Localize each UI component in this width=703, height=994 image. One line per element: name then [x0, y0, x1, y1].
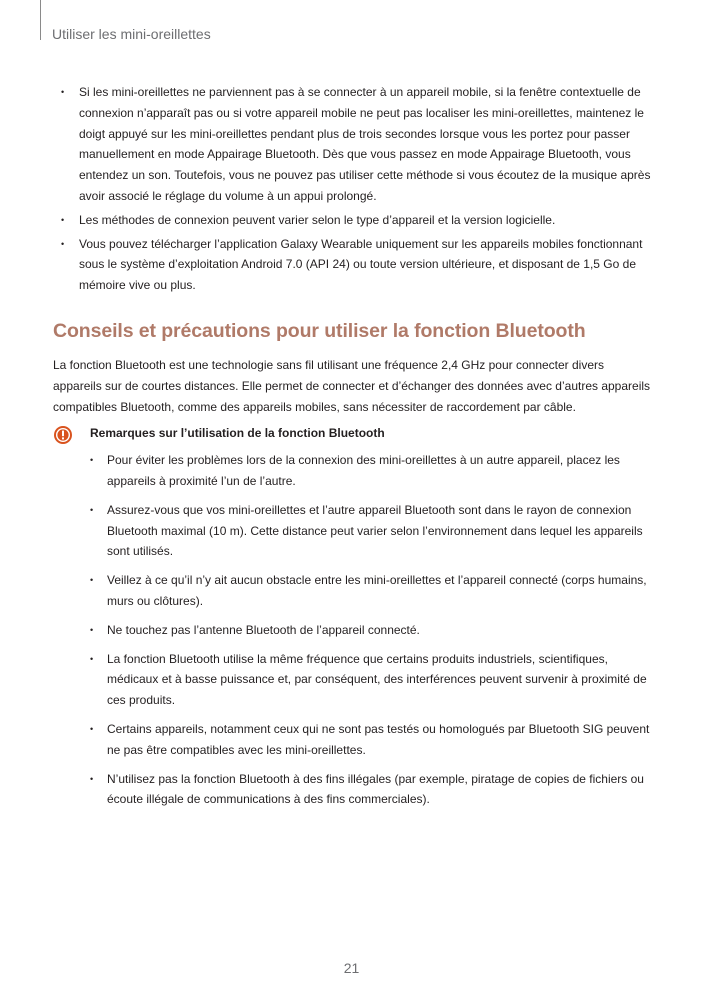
caution-icon	[53, 425, 73, 445]
page-number: 21	[343, 960, 360, 976]
note-title: Remarques sur l’utilisation de la fonction Bluetooth	[90, 426, 385, 441]
caution-note	[53, 423, 653, 810]
list-item: • Si les mini-oreillettes ne parviennent pas à se connecter à un appareil mobile, si la fenêtre contextuelle de connexion n’apparaît pas ou si votre appareil mobile ne peut pas localiser les mini-oreillettes, maintenez le doigt appuyé sur les mini-oreillettes pendant plus de trois secondes lorsque vous les portez pour passer manuellement en mode Appairage Bluetooth. Dès que vous passez en mode Appairage Bluetooth, vous entendez un son. Toutefois, vous ne pouvez pas utiliser cette méthode si vous écoutez de la musique après avoir associé le réglage du volume à un appui prolongé.	[53, 82, 653, 207]
section-intro: La fonction Bluetooth est une technologie sans fil utilisant une fréquence 2,4 GHz pour connecter divers appareils sur de courtes distances. Elle permet de connecter et d’échanger des données avec d’autres appareils compatibles Bluetooth, comme des appareils mobiles, sans nécessiter de raccordement par câble.	[53, 357, 651, 414]
list-item: • Certains appareils, notamment ceux qui ne sont pas testés ou homologués par Bluetooth SIG peuvent ne pas être compatibles avec les mini-oreillettes.	[90, 719, 653, 761]
section-title: Conseils et précautions pour utiliser la fonction Bluetooth	[53, 319, 586, 342]
header-rule	[40, 0, 41, 40]
list-item: • La fonction Bluetooth utilise la même fréquence que certains produits industriels, scientifiques, médicaux et à basse puissance et, par conséquent, des interférences peuvent survenir à proximité de ces produits.	[90, 649, 653, 711]
page-header: Utiliser les mini-oreillettes	[52, 26, 211, 42]
list-item: • N’utilisez pas la fonction Bluetooth à des fins illégales (par exemple, piratage de copies de fichiers ou écoute illégale de communications à des fins commerciales).	[90, 769, 653, 811]
note-bullet-list	[90, 450, 653, 810]
list-item: • Assurez-vous que vos mini-oreillettes et l’autre appareil Bluetooth sont dans le rayon de connexion Bluetooth maximal (10 m). Cette distance peut varier selon l’environnement dans lequel les appareils sont utilisés.	[90, 500, 653, 562]
page-content	[53, 82, 653, 818]
list-item: • Pour éviter les problèmes lors de la connexion des mini-oreillettes à un autre appareil, placez les appareils à proximité l’un de l’autre.	[90, 450, 653, 492]
list-item: • Les méthodes de connexion peuvent varier selon le type d’appareil et la version logicielle.	[53, 210, 653, 231]
intro-bullet-list	[53, 82, 653, 296]
list-item: • Veillez à ce qu’il n’y ait aucun obstacle entre les mini-oreillettes et l’appareil connecté (corps humains, murs ou clôtures).	[90, 570, 653, 612]
list-item: • Ne touchez pas l’antenne Bluetooth de l’appareil connecté.	[90, 620, 653, 641]
list-item: • Vous pouvez télécharger l’application Galaxy Wearable uniquement sur les appareils mobiles fonctionnant sous le système d’exploitation Android 7.0 (API 24) ou toute version ultérieure, et disposant de 1,5 Go de mémoire vive ou plus.	[53, 234, 653, 296]
